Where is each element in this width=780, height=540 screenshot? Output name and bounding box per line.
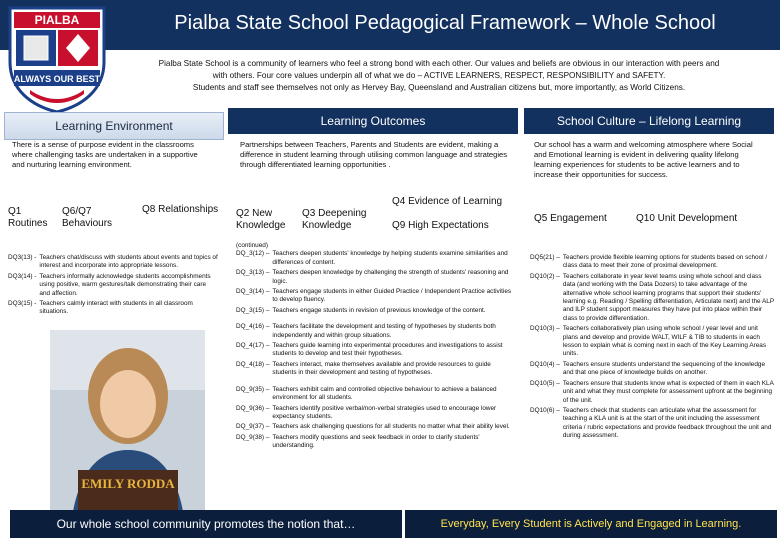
ref-text: Teachers facilitate the development and testing of hypotheses by students both independently and within group situations. [272, 323, 496, 339]
ref-text: Teachers ask challenging questions for all students no matter what their ability level. [272, 423, 510, 431]
learning-environment-heading: Learning Environment [4, 112, 224, 140]
question-label: Q4 Evidence of Learning [392, 196, 503, 207]
ref-code: DQ_9(37) – [236, 423, 270, 431]
question-label: Q9 High Expectations [392, 220, 489, 231]
footer-statement-left: Our whole school community promotes the notion that… [10, 510, 402, 538]
question-label: Q5 Engagement [534, 213, 607, 224]
ref-code: DQ_3(15) – [236, 306, 270, 314]
ref-item [236, 288, 516, 305]
ref-item [530, 361, 774, 378]
learning-environment-refs [8, 254, 218, 319]
ref-code: DQ10(4) – [530, 360, 560, 368]
title-banner [0, 0, 780, 50]
ref-item [530, 273, 774, 323]
ref-code: DQ10(2) – [530, 272, 560, 280]
ref-text: Teachers collaborate in year level teams using whole school and class data (and working with the Data Dozers) to take advantage of the alternative whole school learning programs that support their students' learning e.g. Reading / Spelling differentiation, Articulate next) and the ALP and ILP student support measures they have put into place within their class to provide differentiation. [562, 272, 774, 322]
ref-item [236, 405, 516, 422]
ref-item [8, 300, 218, 317]
intro-line-1: Pialba State School is a community of learners who feel a strong bond with each other. Our values and beliefs are obvious in our interaction with peers and [158, 59, 720, 68]
ref-code: DQ_9(35) – [236, 385, 270, 393]
question-label: Q6/Q7 Behaviours [62, 206, 113, 229]
ref-code: DQ_3(13) – [236, 269, 270, 277]
learning-outcomes-heading: Learning Outcomes [228, 108, 518, 134]
ref-item [530, 254, 774, 271]
ref-code: DQ_4(18) – [236, 360, 270, 368]
ref-code: DQ5(21) – [530, 254, 560, 261]
ref-item [236, 250, 516, 267]
ref-text: Teachers deepen students' knowledge by helping students examine similarities and differences of content. [272, 250, 508, 266]
ref-item [236, 423, 516, 431]
student-photo [50, 330, 205, 535]
question-label: Q10 Unit Development [636, 213, 738, 224]
intro-text [118, 58, 760, 94]
ref-code: DQ_9(38) – [236, 433, 270, 441]
ref-text: Teachers informally acknowledge students accomplishments using positive, warm gestures/talk demonstrating their care and affection. [39, 272, 211, 297]
ref-item [236, 386, 516, 403]
footer-statement-right: Everyday, Every Student is Actively and Engaged in Learning. [405, 510, 777, 538]
school-culture-refs [530, 254, 774, 443]
ref-text: Teachers guide learning into experimental procedures and investigations to assist students to develop and test their hypotheses. [272, 342, 503, 358]
logo-motto: ALWAYS OUR BEST [13, 74, 101, 84]
ref-text: Teachers chat/discuss with students about events and topics of interest and incorporate into appropriate lessons. [39, 254, 218, 270]
ref-text: Teachers collaboratively plan using whole school / year level and unit plans and develop and provide WALT, WILF & TIB to students in each lesson to explain what is coming next in each of the Key Learning Areas units. [562, 325, 767, 358]
logo-school-name: PIALBA [34, 13, 80, 27]
school-logo [2, 2, 112, 114]
ref-text: Teachers ensure students understand the sequencing of the knowledge and that one piece of knowledge builds on another. [562, 360, 765, 377]
ref-code: DQ3(13) - [8, 254, 37, 261]
ref-text: Teachers calmly interact with students in all classroom situations. [39, 300, 193, 316]
continued-label: (continued) [236, 242, 268, 249]
ref-code: DQ_4(16) – [236, 323, 270, 331]
ref-item [236, 269, 516, 286]
ref-code: DQ3(14) - [8, 272, 37, 280]
ref-code: DQ3(15) - [8, 300, 37, 308]
question-label: Q2 New Knowledge [236, 208, 286, 231]
ref-item [530, 325, 774, 359]
ref-text: Teachers engage students in revision of previous knowledge of the content. [272, 306, 486, 314]
ref-text: Teachers deepen knowledge by challenging the strength of students' reasoning and logic. [272, 269, 509, 285]
ref-item [8, 254, 218, 271]
ref-code: DQ_9(36) – [236, 404, 270, 412]
learning-environment-description: There is a sense of purpose evident in the classrooms where challenging tasks are undertaken in a supportive and nurturing learning environment. [12, 140, 198, 169]
ref-text: Teachers ensure that students know what is expected of them in each KLA unit and what they must complete for assessment upfront at the beginning of the unit. [562, 379, 774, 404]
ref-text: Teachers check that students can articulate what the assessment for teaching a KLA unit is at the start of the unit including the assessment criteria / rubric expectations and provide feedback throughout the unit and during assessment. [562, 406, 772, 440]
page-title: Pialba State School Pedagogical Framework – Whole School [174, 12, 716, 34]
ref-code: DQ10(5) – [530, 379, 560, 387]
ref-code: DQ_4(17) – [236, 342, 270, 350]
learning-outcomes-refs [236, 242, 516, 453]
ref-text: Teachers interact, make themselves available and provide resources to guide students in their development and testing of hypotheses. [272, 360, 491, 377]
ref-text: Teachers exhibit calm and controlled objective behaviour to achieve a balanced environment for all students. [272, 385, 497, 402]
ref-text: Teachers modify questions and seek feedback in order to clarify students' understanding. [272, 433, 480, 450]
ref-item [236, 434, 516, 451]
ref-item [236, 342, 516, 359]
ref-code: DQ10(3) – [530, 325, 560, 333]
ref-item [236, 307, 516, 315]
ref-item [530, 380, 774, 405]
ref-item [236, 323, 516, 340]
ref-code: DQ_3(14) – [236, 288, 270, 296]
ref-text: Teachers identify positive verbal/non-verbal strategies used to encourage lower expectancy students. [272, 404, 497, 420]
ref-code: DQ_3(12) – [236, 250, 270, 258]
ref-text: Teachers provide flexible learning options for students based on school / class data to meet their zone of proximal development. [562, 254, 768, 270]
learning-outcomes-description: Partnerships between Teachers, Parents and Students are evident, making a difference in student learning through utilising common language and strategies through differentiated learning opportunities . [240, 140, 508, 169]
book-title: EMILY RODDA [81, 476, 175, 491]
ref-code: DQ10(6) – [530, 406, 560, 414]
ref-item [236, 361, 516, 378]
question-label: Q3 Deepening Knowledge [302, 208, 367, 231]
school-culture-description: Our school has a warm and welcoming atmosphere where Social and Emotional learning is evident in delivering quality lifelong learning experiences for students to be active learners and to increase their opportunities for success. [534, 140, 753, 179]
school-culture-heading: School Culture – Lifelong Learning [524, 108, 774, 134]
question-label: Q8 Relationships [142, 204, 219, 215]
ref-item [8, 273, 218, 298]
intro-line-2: with others. Four core values underpin all of what we do – ACTIVE LEARNERS, RESPECT, RESPONSIBILITY and SAFETY. [212, 71, 666, 80]
ref-text: Teachers engage students in either Guided Practice / Independent Practice activities to develop fluency. [272, 288, 512, 304]
intro-line-3: Students and staff see themselves not only as Hervey Bay, Queensland and Australian citizens but, more importantly, as World Citizens. [192, 83, 686, 92]
ref-item [530, 407, 774, 441]
question-label: Q1 Routines [8, 206, 48, 229]
